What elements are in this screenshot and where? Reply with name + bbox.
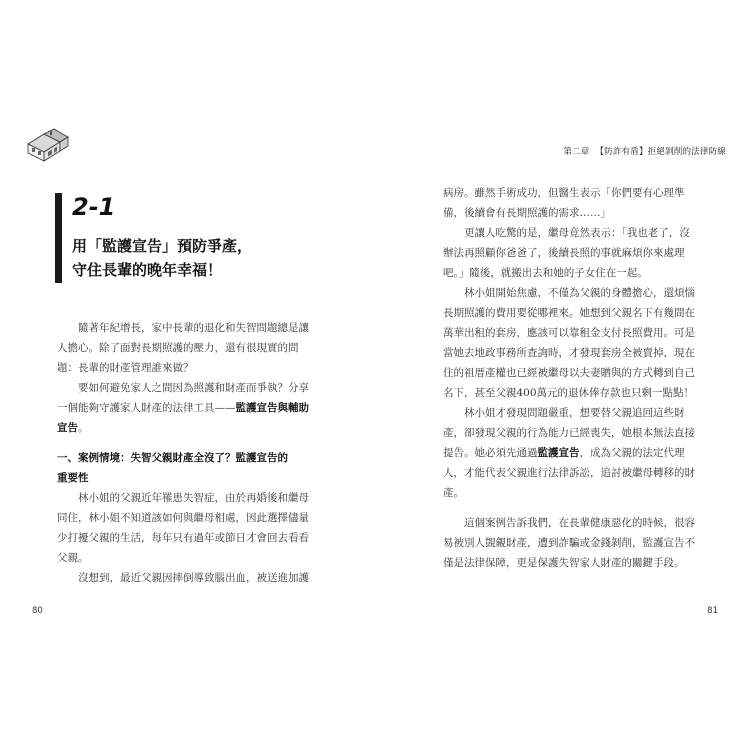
text-segment: ，成為父親的法定代理	[579, 447, 685, 459]
text-line: 產。	[443, 487, 464, 499]
page-number-right: 81	[707, 606, 718, 616]
text-line: 父親。	[57, 552, 89, 564]
text-line: 更讓人吃驚的是，繼母竟然表示：「我也老了，沒	[464, 227, 690, 239]
paragraph	[57, 488, 309, 568]
bold-term: 監護宣告與輔助	[235, 402, 309, 414]
paragraph	[57, 568, 309, 588]
paragraph	[443, 283, 693, 403]
paragraph	[443, 403, 693, 503]
paragraph	[443, 223, 693, 283]
text-line: 名下，甚至父親400萬元的退休俸存款也只剩一點點！	[443, 387, 695, 399]
text-line: 辦法再照顧你爸爸了，後續長照的事就麻煩你來處理	[443, 247, 685, 259]
text-segment: 。	[78, 422, 89, 434]
text-line: 題：長輩的財產管理誰來做？	[57, 362, 194, 374]
house-icon	[24, 128, 72, 162]
section-title-line-1: 用「監護宣告」預防爭產，	[72, 237, 253, 255]
text-line: 林小姐才發現問題嚴重，想要替父親追回這些財	[464, 407, 685, 419]
text-line: 產，卻發現父親的行為能力已經喪失，她根本無法直接	[443, 427, 695, 439]
paragraph	[57, 378, 309, 438]
subheading	[57, 448, 305, 488]
left-body-text	[57, 318, 309, 588]
text-line: 長期照護的費用要從哪裡來。她想到父親名下有幾間在	[443, 307, 695, 319]
text-line: 林小姐的父親近年罹患失智症，由於再婚後和繼母	[78, 492, 309, 504]
title-accent-bar	[55, 193, 62, 283]
section-number: 2-1	[72, 193, 116, 221]
text-line: 要如何避免家人之間因為照護和財產而爭執？分享	[78, 382, 309, 394]
text-segment: 提告。她必須先通過	[443, 447, 538, 459]
text-line	[57, 398, 309, 418]
text-line	[57, 418, 305, 438]
chapter-title: 【防詐有盾】拒絕剝削的法律防線	[595, 147, 726, 157]
page-number-left: 80	[32, 606, 43, 616]
text-line: 備，後續會有長期照護的需求……」	[443, 207, 611, 219]
text-line: 同住，林小姐不知道該如何與繼母相處，因此選擇儘量	[57, 512, 309, 524]
text-line: 這個案例告訴我們，在長輩健康惡化的時候，很容	[464, 517, 695, 529]
bold-term: 監護宣告	[537, 447, 580, 459]
text-line: 僅是法律保障，更是保護失智家人財產的關鍵手段。	[443, 557, 685, 569]
right-body-text	[443, 183, 693, 573]
paragraph	[443, 183, 693, 223]
text-line: 人擔心。除了面對長期照護的壓力，還有很現實的問	[57, 342, 299, 354]
text-line: 吧。」隨後，就搬出去和她的子女住在一起。	[443, 267, 648, 279]
text-line: 少打擾父親的生活，每年只有過年或節日才會回去看看	[57, 532, 309, 544]
text-line: 病房。雖然手術成功，但醫生表示「你們要有心理準	[443, 187, 685, 199]
text-segment: 一個能夠守護家人財產的法律工具——	[57, 402, 236, 414]
text-line: 易被別人覬覦財產，遭到詐騙或金錢剝削，監護宣告不	[443, 537, 695, 549]
paragraph	[443, 513, 693, 573]
text-line: 人，才能代表父親進行法律訴訟，追討被繼母轉移的財	[443, 467, 695, 479]
text-line: 隨著年紀增長，家中長輩的退化和失智問題總是讓	[78, 322, 309, 334]
text-line: 住的祖厝產權也已經被繼母以夫妻贈與的方式轉到自己	[443, 367, 695, 379]
text-line: 林小姐開始焦慮，不僅為父親的身體擔心，還煩惱	[464, 287, 695, 299]
text-line: 當她去地政事務所查詢時，才發現套房全被賣掉，現在	[443, 347, 695, 359]
paragraph	[57, 318, 309, 378]
text-line: 萬華出租的套房，應該可以靠租金支付長照費用。可是	[443, 327, 695, 339]
running-head	[563, 145, 726, 157]
chapter-label: 第二章	[563, 147, 590, 157]
text-line: 沒想到，最近父親因摔倒導致腦出血，被送進加護	[78, 572, 309, 584]
subheading-line-2: 重要性	[57, 472, 89, 484]
subheading-line-1: 一、案例情境：失智父親財產全沒了？監護宣告的	[57, 452, 288, 464]
bold-term: 宣告	[57, 422, 78, 434]
text-line	[443, 443, 693, 463]
section-title	[72, 234, 362, 282]
section-title-line-2: 守住長輩的晚年幸福！	[72, 261, 223, 279]
